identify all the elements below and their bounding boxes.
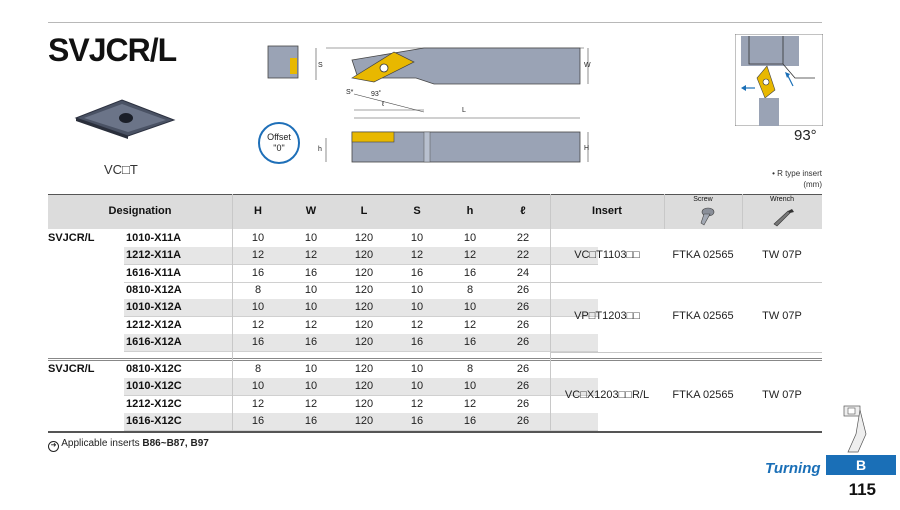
cell-l: 26 (516, 380, 530, 393)
cell-S: 16 (410, 415, 424, 428)
header-L: L (360, 205, 368, 217)
table-bottom-rule (48, 431, 822, 433)
designation-cell: 1212-X12A (126, 318, 182, 331)
cell-L: 120 (354, 318, 374, 331)
designation-cell: 1010-X12A (126, 301, 182, 314)
cell-l: 22 (516, 232, 530, 244)
screw-cell: FTKA 02565 (672, 388, 734, 401)
designation-cell: 1616-X12C (126, 415, 182, 428)
insert-name: VC□T (104, 162, 138, 177)
cell-W: 12 (304, 249, 318, 262)
section-tab: B (826, 455, 896, 475)
designation-cell: 0810-X12C (126, 363, 182, 375)
cell-W: 10 (304, 380, 318, 393)
wrench-cell: TW 07P (762, 249, 802, 262)
column-rule (550, 194, 551, 432)
designation-cell: 1616-X11A (126, 266, 182, 279)
offset-label: Offset (267, 132, 291, 142)
cell-H: 8 (254, 363, 262, 375)
cell-L: 120 (354, 266, 374, 279)
cell-L: 120 (354, 301, 374, 314)
unit-text: (mm) (803, 180, 822, 189)
insert-cell: VC□T1103□□ (574, 249, 640, 262)
cell-H: 12 (251, 249, 265, 262)
table-row (48, 265, 822, 282)
cell-H: 12 (251, 397, 265, 410)
header-screw: Screw (693, 196, 713, 203)
dim-l-small: ℓ (382, 101, 385, 108)
dim-angle: 93˚ (371, 91, 382, 98)
cell-l: 26 (516, 318, 530, 331)
header-wrench: Wrench (770, 196, 794, 203)
applicable-label: Applicable inserts (61, 438, 140, 449)
cell-H: 10 (251, 301, 265, 314)
screw-cell: FTKA 02565 (672, 309, 734, 322)
cell-L: 120 (354, 415, 374, 428)
applicable-inserts (48, 438, 209, 452)
cell-H: 16 (251, 415, 265, 428)
cell-l: 26 (516, 363, 530, 375)
cell-S: 10 (410, 301, 424, 314)
designation-cell: 1212-X12C (126, 397, 182, 410)
cell-H: 16 (251, 336, 265, 349)
dim-h-big: H (584, 145, 590, 152)
top-rule (48, 22, 822, 23)
designation-cell: 1010-X11A (126, 232, 182, 244)
column-rule (742, 194, 743, 229)
dim-h-small: h (318, 146, 322, 153)
cell-W: 16 (304, 336, 318, 349)
dim-w: W (584, 62, 591, 69)
page-title: SVJCR/L (48, 32, 177, 68)
cell-H: 10 (251, 380, 265, 393)
cell-W: 12 (304, 397, 318, 410)
header-designation: Designation (108, 205, 172, 217)
screw-cell: FTKA 02565 (672, 249, 734, 262)
cell-W: 10 (304, 301, 318, 314)
cell-h: 10 (463, 301, 477, 314)
cell-S: 10 (410, 284, 424, 296)
header-h: h (466, 205, 474, 217)
cell-h: 16 (463, 415, 477, 428)
cell-H: 16 (251, 266, 265, 279)
cell-l: 26 (516, 336, 530, 349)
designation-cell: 0810-X12A (126, 284, 182, 296)
cell-S: 12 (410, 249, 424, 262)
column-rule (232, 194, 233, 432)
cell-h: 12 (463, 397, 477, 410)
cell-h: 16 (463, 336, 477, 349)
cell-h: 12 (463, 249, 477, 262)
cell-S: 16 (410, 266, 424, 279)
header-W: W (305, 205, 317, 217)
wrench-cell: TW 07P (762, 309, 802, 322)
header-S: S (413, 205, 421, 217)
turning-tool-icon (836, 404, 876, 456)
applicable-value: B86~B87, B97 (142, 438, 209, 449)
cell-L: 120 (354, 380, 374, 393)
arrow-circle-icon: ➜ (48, 441, 59, 452)
cell-L: 120 (354, 232, 374, 244)
dim-s-star: S* (346, 89, 354, 96)
cell-W: 10 (304, 284, 318, 296)
cell-l: 24 (516, 266, 530, 279)
r-type-note (700, 168, 822, 190)
cell-L: 120 (354, 284, 374, 296)
cell-S: 16 (410, 336, 424, 349)
cell-S: 12 (410, 318, 424, 331)
table-row (48, 361, 822, 378)
cell-H: 10 (251, 232, 265, 244)
row-rule (124, 351, 598, 352)
table-row (48, 282, 822, 299)
cell-W: 16 (304, 415, 318, 428)
designation-cell: 1212-X11A (126, 249, 182, 262)
cell-S: 10 (410, 232, 424, 244)
cell-h: 10 (463, 380, 477, 393)
cell-l: 26 (516, 301, 530, 314)
group-rule (550, 352, 822, 353)
approach-angle: 93° (794, 127, 817, 144)
cell-W: 10 (304, 232, 318, 244)
table-row (48, 413, 822, 430)
cell-h: 8 (466, 284, 474, 296)
cell-W: 16 (304, 266, 318, 279)
cell-W: 12 (304, 318, 318, 331)
cell-H: 8 (254, 284, 262, 296)
cell-L: 120 (354, 397, 374, 410)
cell-L: 120 (354, 249, 374, 262)
dim-s: S (318, 62, 323, 69)
table-row (48, 230, 822, 247)
series-name: SVJCR/L (48, 232, 95, 244)
cell-l: 26 (516, 284, 530, 296)
header-l: ℓ (520, 205, 526, 217)
offset-value: "0" (273, 143, 285, 153)
cell-S: 10 (410, 363, 424, 375)
cell-l: 26 (516, 415, 530, 428)
wrench-icon (772, 207, 796, 227)
application-sketch (735, 34, 823, 126)
header-H: H (254, 205, 262, 217)
insert-photo (70, 96, 180, 140)
cell-l: 22 (516, 249, 530, 262)
series-name: SVJCR/L (48, 363, 95, 375)
cell-H: 12 (251, 318, 265, 331)
insert-cell: VC□X1203□□R/L (564, 388, 650, 401)
page-number: 115 (848, 480, 876, 499)
tool-drawing (264, 38, 604, 168)
designation-cell: 1010-X12C (126, 380, 182, 393)
cell-h: 8 (466, 363, 474, 375)
cell-W: 10 (304, 363, 318, 375)
cell-L: 120 (354, 336, 374, 349)
screw-icon (695, 206, 715, 226)
r-type-text: • R type insert (772, 169, 822, 178)
dim-l-big: L (462, 107, 466, 114)
cell-l: 26 (516, 397, 530, 410)
cell-L: 120 (354, 363, 374, 375)
section-label: Turning (765, 460, 821, 477)
wrench-cell: TW 07P (762, 388, 802, 401)
column-rule (664, 194, 665, 229)
designation-cell: 1616-X12A (126, 336, 182, 349)
group-separator (48, 358, 822, 359)
cell-h: 16 (463, 266, 477, 279)
table-row (48, 334, 822, 351)
cell-h: 12 (463, 318, 477, 331)
cell-S: 10 (410, 380, 424, 393)
cell-S: 12 (410, 397, 424, 410)
insert-cell: VP□T1203□□ (574, 309, 640, 322)
cell-h: 10 (463, 232, 477, 244)
header-insert: Insert (592, 205, 622, 217)
